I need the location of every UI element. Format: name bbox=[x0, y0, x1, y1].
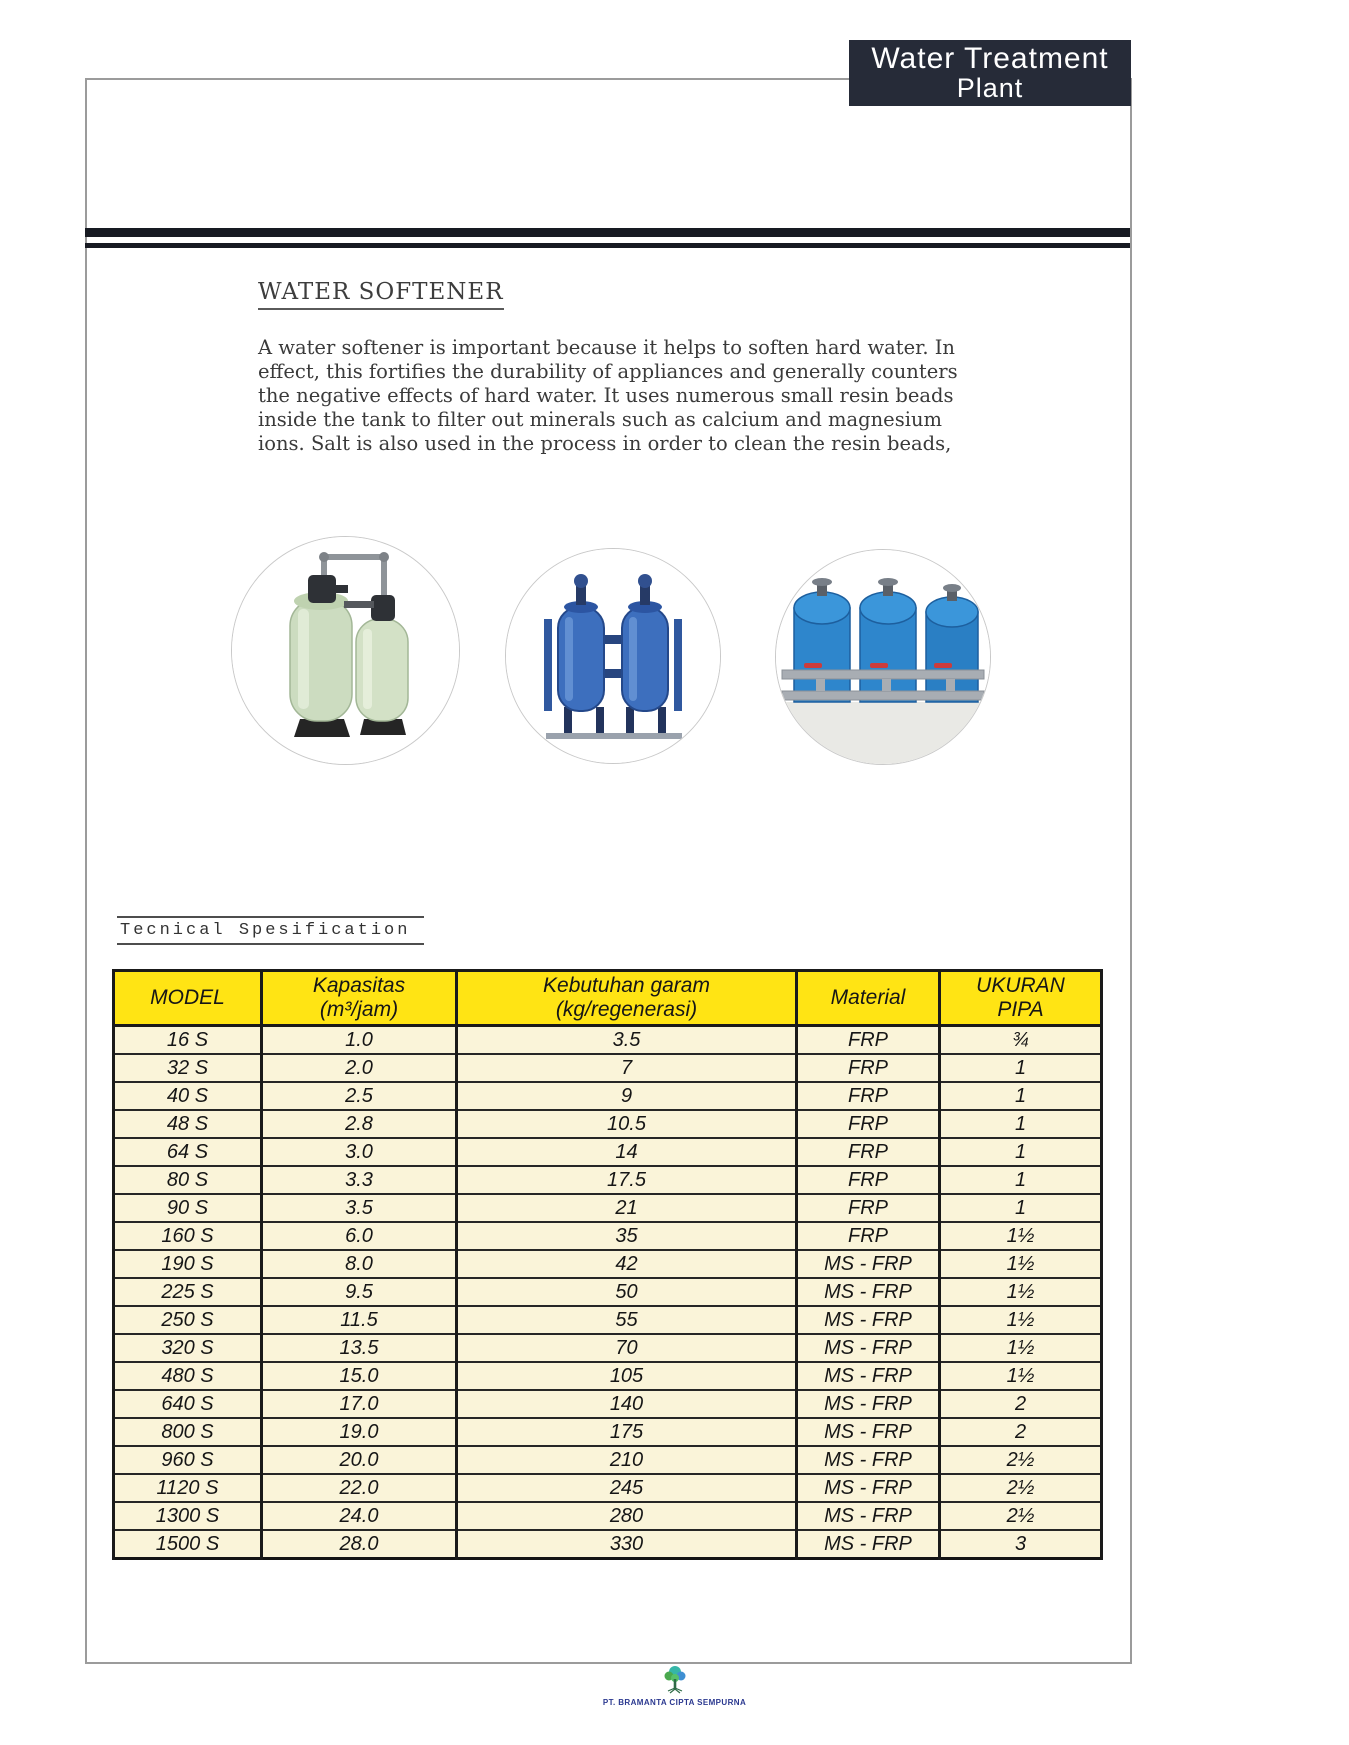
table-cell: 175 bbox=[457, 1418, 797, 1446]
table-row bbox=[114, 1138, 1102, 1166]
table-cell: 20.0 bbox=[262, 1446, 457, 1474]
column-header: UKURAN PIPA bbox=[940, 971, 1102, 1026]
table-cell: 28.0 bbox=[262, 1530, 457, 1559]
product-photo-blue-twin-vessels bbox=[505, 548, 721, 764]
table-row bbox=[114, 1166, 1102, 1194]
table-cell: 2½ bbox=[940, 1502, 1102, 1530]
intro-paragraph: A water softener is important because it helps to soften hard water. In effect, this fortifies the durability of appliances and generally counters the negative effects of hard water. It uses numerous small resin beads inside the tank to filter out minerals such as calcium and magnesium ions. Salt is also used in the process in order to clean the resin beads, bbox=[258, 336, 958, 455]
table-cell: 210 bbox=[457, 1446, 797, 1474]
table-cell: FRP bbox=[797, 1194, 940, 1222]
table-cell: MS - FRP bbox=[797, 1530, 940, 1559]
table-cell: 225 S bbox=[114, 1278, 262, 1306]
table-row bbox=[114, 1194, 1102, 1222]
table-cell: 3.0 bbox=[262, 1138, 457, 1166]
table-cell: 2.8 bbox=[262, 1110, 457, 1138]
table-row bbox=[114, 1222, 1102, 1250]
table-cell: 48 S bbox=[114, 1110, 262, 1138]
section-label: Tecnical Spesification bbox=[117, 916, 424, 945]
table-cell: 250 S bbox=[114, 1306, 262, 1334]
table-row bbox=[114, 1530, 1102, 1559]
table-cell: MS - FRP bbox=[797, 1446, 940, 1474]
table-cell: MS - FRP bbox=[797, 1502, 940, 1530]
table-cell: 11.5 bbox=[262, 1306, 457, 1334]
blue-twin-softener-vessels-photo bbox=[506, 549, 720, 763]
table-row bbox=[114, 1054, 1102, 1082]
table-header-row bbox=[114, 971, 1102, 1026]
column-header: Kapasitas (m³/jam) bbox=[262, 971, 457, 1026]
table-cell: FRP bbox=[797, 1026, 940, 1055]
table-cell: 9.5 bbox=[262, 1278, 457, 1306]
table-cell: 2.5 bbox=[262, 1082, 457, 1110]
table-row bbox=[114, 1082, 1102, 1110]
table-cell: 330 bbox=[457, 1530, 797, 1559]
table-cell: 640 S bbox=[114, 1390, 262, 1418]
table-cell: 3.5 bbox=[457, 1026, 797, 1055]
header-badge bbox=[849, 40, 1131, 106]
divider-rule-thin bbox=[85, 243, 1130, 248]
table-row bbox=[114, 1446, 1102, 1474]
table-cell: 160 S bbox=[114, 1222, 262, 1250]
table-row bbox=[114, 1306, 1102, 1334]
table-cell: FRP bbox=[797, 1138, 940, 1166]
table-cell: 1 bbox=[940, 1138, 1102, 1166]
table-cell: FRP bbox=[797, 1054, 940, 1082]
table-row bbox=[114, 1334, 1102, 1362]
table-cell: 1.0 bbox=[262, 1026, 457, 1055]
table-cell: FRP bbox=[797, 1082, 940, 1110]
table-cell: 3 bbox=[940, 1530, 1102, 1559]
table-cell: 1½ bbox=[940, 1222, 1102, 1250]
table-body bbox=[114, 1026, 1102, 1559]
table-cell: MS - FRP bbox=[797, 1306, 940, 1334]
page-title: WATER SOFTENER bbox=[258, 279, 504, 310]
table-cell: 190 S bbox=[114, 1250, 262, 1278]
table-cell: 6.0 bbox=[262, 1222, 457, 1250]
table-cell: MS - FRP bbox=[797, 1474, 940, 1502]
product-photo-green-softener bbox=[231, 536, 460, 765]
table-row bbox=[114, 1110, 1102, 1138]
column-header: MODEL bbox=[114, 971, 262, 1026]
company-tree-logo-icon bbox=[660, 1664, 690, 1696]
badge-title-line2: Plant bbox=[956, 72, 1024, 103]
table-cell: 17.0 bbox=[262, 1390, 457, 1418]
table-cell: 90 S bbox=[114, 1194, 262, 1222]
green-frp-softener-tanks-photo bbox=[232, 537, 459, 764]
table-cell: 1½ bbox=[940, 1334, 1102, 1362]
table-cell: 16 S bbox=[114, 1026, 262, 1055]
table-cell: 140 bbox=[457, 1390, 797, 1418]
table-cell: 800 S bbox=[114, 1418, 262, 1446]
table-cell: 55 bbox=[457, 1306, 797, 1334]
table-cell: MS - FRP bbox=[797, 1362, 940, 1390]
table-cell: 245 bbox=[457, 1474, 797, 1502]
table-cell: 40 S bbox=[114, 1082, 262, 1110]
table-row bbox=[114, 1250, 1102, 1278]
table-cell: 2 bbox=[940, 1418, 1102, 1446]
company-name: PT. BRAMANTA CIPTA SEMPURNA bbox=[602, 1698, 747, 1707]
table-cell: MS - FRP bbox=[797, 1278, 940, 1306]
table-cell: 1120 S bbox=[114, 1474, 262, 1502]
table-cell: 3.5 bbox=[262, 1194, 457, 1222]
table-cell: FRP bbox=[797, 1222, 940, 1250]
table-cell: 1½ bbox=[940, 1250, 1102, 1278]
divider-rule-thick bbox=[85, 228, 1130, 237]
column-header: Kebutuhan garam (kg/regenerasi) bbox=[457, 971, 797, 1026]
blue-filter-tank-skid-photo bbox=[776, 550, 990, 764]
product-photo-filter-skid bbox=[775, 549, 991, 765]
table-cell: 2½ bbox=[940, 1446, 1102, 1474]
table-cell: 1 bbox=[940, 1054, 1102, 1082]
table-cell: MS - FRP bbox=[797, 1334, 940, 1362]
table-row bbox=[114, 1502, 1102, 1530]
table-cell: 3.3 bbox=[262, 1166, 457, 1194]
table-cell: 10.5 bbox=[457, 1110, 797, 1138]
table-cell: 1½ bbox=[940, 1306, 1102, 1334]
table-row bbox=[114, 1390, 1102, 1418]
table-cell: 19.0 bbox=[262, 1418, 457, 1446]
table-cell: 50 bbox=[457, 1278, 797, 1306]
table-cell: MS - FRP bbox=[797, 1390, 940, 1418]
table-cell: 960 S bbox=[114, 1446, 262, 1474]
table-cell: 32 S bbox=[114, 1054, 262, 1082]
table-cell: 80 S bbox=[114, 1166, 262, 1194]
table-cell: 1 bbox=[940, 1194, 1102, 1222]
table-cell: FRP bbox=[797, 1166, 940, 1194]
table-cell: 320 S bbox=[114, 1334, 262, 1362]
table-cell: 1 bbox=[940, 1166, 1102, 1194]
table-row bbox=[114, 1474, 1102, 1502]
table-row bbox=[114, 1026, 1102, 1055]
table-cell: 1½ bbox=[940, 1278, 1102, 1306]
table-cell: 22.0 bbox=[262, 1474, 457, 1502]
table-cell: 1½ bbox=[940, 1362, 1102, 1390]
table-cell: 15.0 bbox=[262, 1362, 457, 1390]
table-cell: 280 bbox=[457, 1502, 797, 1530]
page-footer bbox=[0, 1664, 1349, 1707]
table-cell: 17.5 bbox=[457, 1166, 797, 1194]
table-cell: 1300 S bbox=[114, 1502, 262, 1530]
table-cell: 9 bbox=[457, 1082, 797, 1110]
table-cell: 7 bbox=[457, 1054, 797, 1082]
table-cell: 8.0 bbox=[262, 1250, 457, 1278]
table-row bbox=[114, 1418, 1102, 1446]
table-row bbox=[114, 1362, 1102, 1390]
table-cell: 1500 S bbox=[114, 1530, 262, 1559]
table-cell: MS - FRP bbox=[797, 1250, 940, 1278]
table-cell: 1 bbox=[940, 1110, 1102, 1138]
table-row bbox=[114, 1278, 1102, 1306]
table-cell: 14 bbox=[457, 1138, 797, 1166]
table-cell: 2½ bbox=[940, 1474, 1102, 1502]
spec-table bbox=[112, 969, 1103, 1560]
table-cell: 35 bbox=[457, 1222, 797, 1250]
table-cell: MS - FRP bbox=[797, 1418, 940, 1446]
table-cell: 1 bbox=[940, 1082, 1102, 1110]
table-cell: 13.5 bbox=[262, 1334, 457, 1362]
table-cell: FRP bbox=[797, 1110, 940, 1138]
badge-title-line1: Water Treatment bbox=[871, 41, 1109, 75]
table-cell: 21 bbox=[457, 1194, 797, 1222]
table-cell: 42 bbox=[457, 1250, 797, 1278]
table-cell: 2.0 bbox=[262, 1054, 457, 1082]
table-cell: ¾ bbox=[940, 1026, 1102, 1055]
table-cell: 64 S bbox=[114, 1138, 262, 1166]
column-header: Material bbox=[797, 971, 940, 1026]
table-cell: 480 S bbox=[114, 1362, 262, 1390]
table-cell: 24.0 bbox=[262, 1502, 457, 1530]
table-cell: 2 bbox=[940, 1390, 1102, 1418]
table-cell: 105 bbox=[457, 1362, 797, 1390]
table-cell: 70 bbox=[457, 1334, 797, 1362]
